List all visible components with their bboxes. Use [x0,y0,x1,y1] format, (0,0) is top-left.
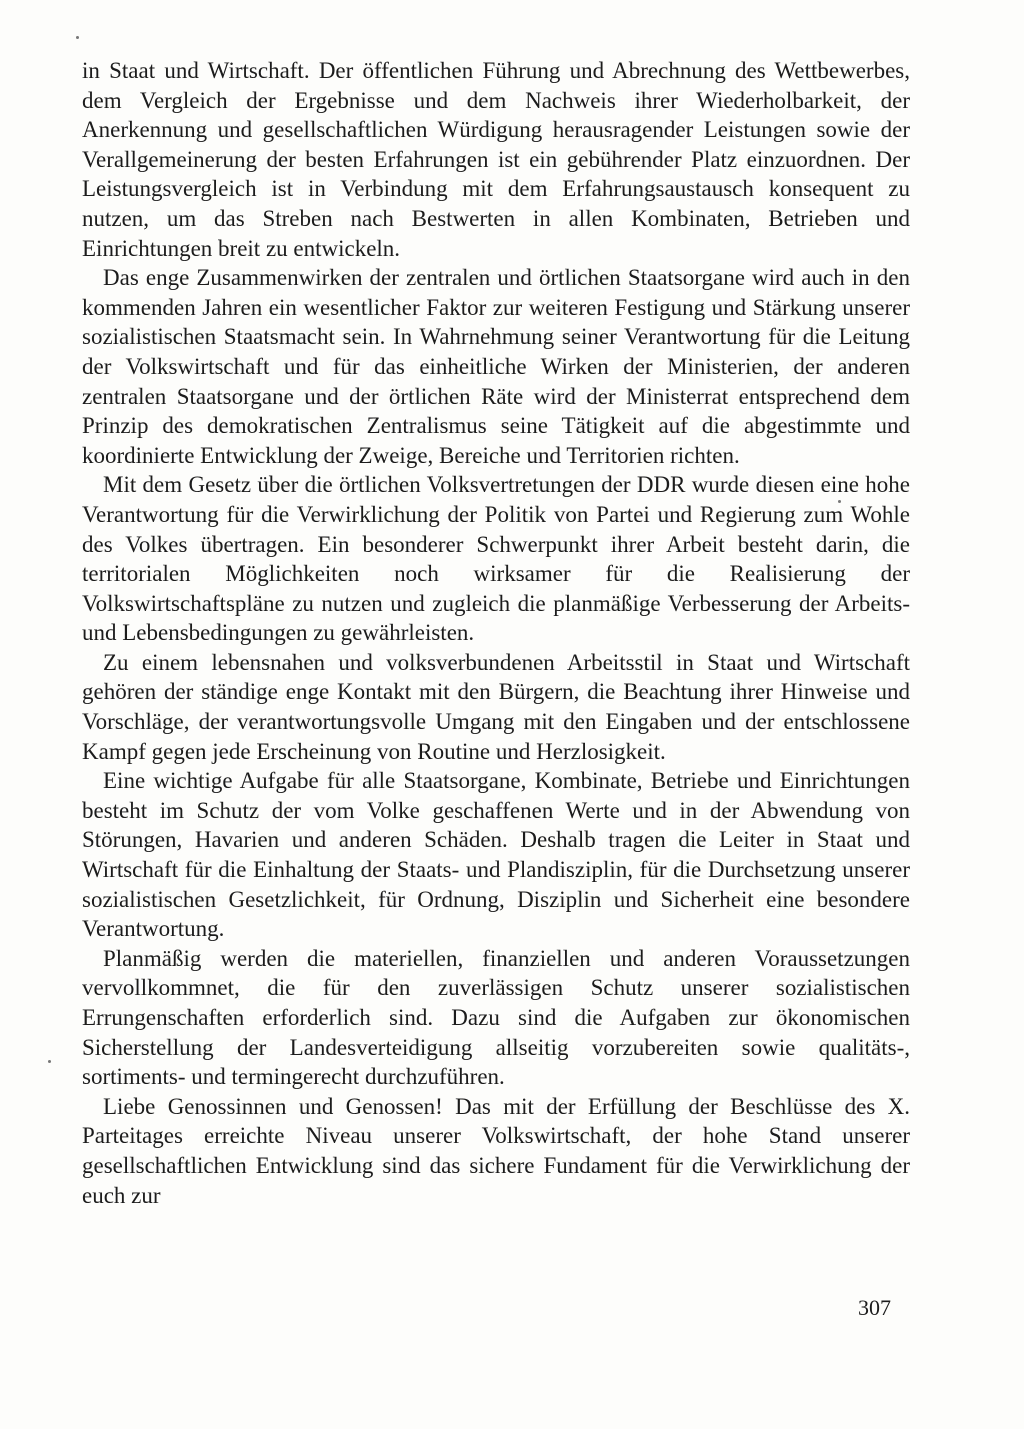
paragraph-1: in Staat und Wirtschaft. Der öffentlichen Führung und Abrechnung des Wettbewerbes, dem Vergleich der Ergebnisse und dem Nachweis ihrer Wiederholbarkeit, der Anerkennung und gesellschaftlichen Würdigung herausragender Leistungen sowie der Verallgemeinerung der besten Erfahrungen ist ein gebührender Platz einzuordnen. Der Leistungsvergleich ist in Verbindung mit dem Erfahrungsaustausch konsequent zu nutzen, um das Streben nach Bestwerten in allen Kombinaten, Betrieben und Einrichtungen breit zu entwickeln. [82,58,910,261]
paragraph-4: Zu einem lebensnahen und volksverbundenen Arbeitsstil in Staat und Wirtschaft gehören der ständige enge Kontakt mit den Bürgern, die Beachtung ihrer Hinweise und Vorschläge, der verantwortungsvolle Umgang mit den Eingaben und der entschlossene Kampf gegen jede Erscheinung von Routine und Herzlosigkeit. [82,649,910,764]
page-number: 307 [858,1295,891,1320]
paragraph-7: Liebe Genossinnen und Genossen! Das mit der Erfüllung der Beschlüsse des X. Parteitages erreichte Niveau unserer Volkswirtschaft, der hohe Stand unserer gesellschaftlichen Entwicklung sind das sichere Fundament für die Verwirklichung der euch zur [82,1093,910,1208]
paragraph-5: Eine wichtige Aufgabe für alle Staatsorgane, Kombinate, Betriebe und Einrichtungen besteht im Schutz der vom Volke geschaffenen Werte und in der Abwendung von Störungen, Havarien und anderen Schäden. Deshalb tragen die Leiter in Staat und Wirtschaft für die Einhaltung der Staats- und Plandisziplin, für die Durchsetzung unserer sozialistischen Gesetzlichkeit, für Ordnung, Disziplin und Sicherheit eine besondere Verantwortung. [82,768,910,942]
scan-speck [76,36,79,39]
paragraph-6: Planmäßig werden die materiellen, finanziellen und anderen Voraussetzungen vervollkommnet, die für den zuverlässigen Schutz unserer sozialistischen Errungenschaften erforderlich sind. Dazu sind die Aufgaben zur ökonomischen Sicherstellung der Landesverteidigung allseitig vorzubereiten sowie qualitäts-, sortiments- und termingerecht durchzuführen. [82,945,910,1090]
scan-speck [48,1060,51,1063]
body-text [82,56,910,1210]
paragraph-2: Das enge Zusammenwirken der zentralen und örtlichen Staatsorgane wird auch in den kommenden Jahren ein wesentlicher Faktor zur weiteren Festigung und Stärkung unserer sozialistischen Staatsmacht sein. In Wahrnehmung seiner Verantwortung für die Leitung der Volkswirtschaft und für das einheitliche Wirken der Ministerien, der anderen zentralen Staatsorgane und der örtlichen Räte wird der Ministerrat entsprechend dem Prinzip des demokratischen Zentralismus seine Tätigkeit auf die abgestimmte und koordinierte Entwicklung der Zweige, Bereiche und Territorien richten. [82,265,910,468]
paragraph-3: Mit dem Gesetz über die örtlichen Volksvertretungen der DDR wurde diesen eine hohe Verantwortung für die Verwirklichung der Politik von Partei und Regierung zum Wohle des Volkes übertragen. Ein besonderer Schwerpunkt ihrer Arbeit besteht darin, die territorialen Möglichkeiten noch wirksamer für die Realisierung der Volkswirtschaftspläne zu nutzen und zugleich die planmäßige Verbesserung der Arbeits- und Lebensbedingungen zu gewährleisten. [82,472,910,646]
